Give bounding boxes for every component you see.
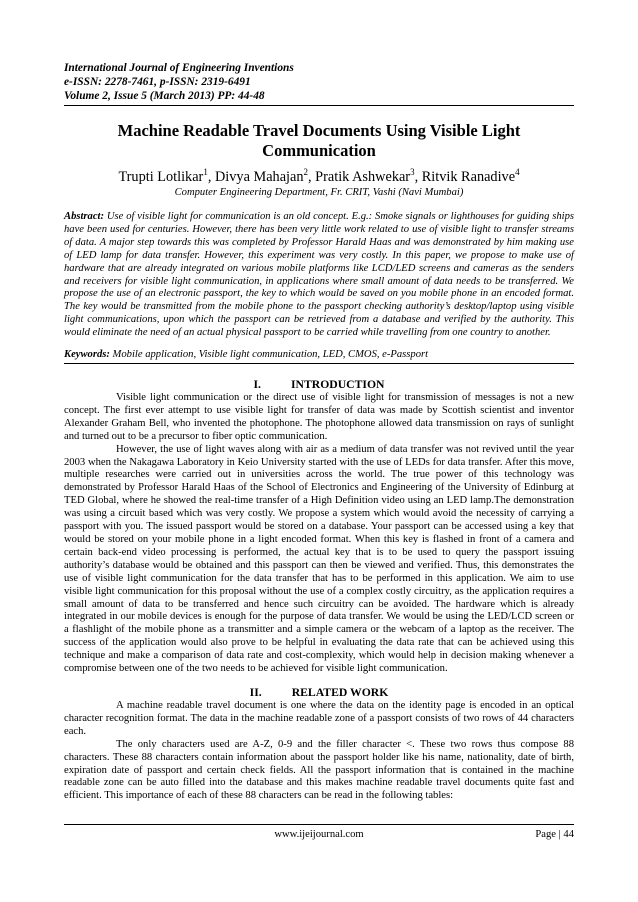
section-number: I. [253, 378, 261, 391]
author-affil-mark: 2 [303, 167, 309, 178]
author-affil-mark: 3 [410, 167, 415, 178]
journal-name: International Journal of Engineering Inventions [64, 62, 294, 74]
section-body [64, 700, 574, 803]
journal-issn: e-ISSN: 2278-7461, p-ISSN: 2319-6491 [64, 76, 251, 88]
abstract [64, 211, 574, 340]
page-number: Page | 44 [535, 829, 574, 840]
author-separator: , [207, 169, 215, 185]
journal-header [64, 61, 584, 103]
header-rule [64, 105, 574, 106]
title-line-2: Communication [262, 141, 376, 160]
section-title: RELATED WORK [291, 686, 389, 699]
author-name: Trupti Lotlikar [118, 169, 204, 185]
author-name: Pratik Ashwekar [315, 169, 411, 185]
footer-rule [64, 824, 574, 825]
author-separator: , [414, 169, 422, 185]
author-affil-mark: 1 [203, 167, 208, 178]
paragraph: Visible light communication or the direct use of visible light for transmission of messages is not a new concept. The first ever attempt to use visible light for transfer of data was made by Scottish scientist and inventor Alexander Graham Bell, who invented the photophone. The photophone allowed data transmission on rays of sunlight and turned out to be a precursor to fiber optic communication. [64, 392, 574, 442]
keywords [64, 348, 574, 361]
section-heading [64, 686, 574, 700]
author-list [64, 168, 574, 186]
paragraph: The only characters used are A-Z, 0-9 and the filler character <. These two rows thus compose 88 characters. These 88 characters contain information about the passport holder like his name, nationality, date of birth, expiration date of passport and certain check fields. All the passport information that is contained in the machine readable zone can be auto filled into the database and this makes machine readable travel documents quite fast and efficient. This importance of each of these 88 characters can be read in the following tables: [64, 738, 574, 802]
author-affil-mark: 4 [515, 167, 520, 178]
abstract-label: Abstract: [64, 211, 105, 222]
section-number: II. [249, 686, 262, 699]
title-line-1: Machine Readable Travel Documents Using Visible Light [117, 121, 521, 140]
section-body [64, 392, 574, 676]
affiliation: Computer Engineering Department, Fr. CRIT, Vashi (Navi Mumbai) [174, 187, 464, 198]
abstract-text: Use of visible light for communication is an old concept. E.g.: Smoke signals or lighthouses for guiding ships have been used for centuries. However, there has been very little work related to use of visible light to transfer streams of data. A major step towards this was completed by Professor Harald Haas and was demonstrated by him making use of LED lamp for data transfer. However, this experiment was very costly. In this paper, we propose to make use of hardware that are already integrated on various mobile platforms like LCD/LED screens and cameras as the senders and receivers for visible light communication, in applications where small amount of data needs to be transferred. We propose the use of an electronic passport, the key to which would be saved on you mobile phone in an encoded format. The key would be transmitted from the mobile phone to the passport checking authority’s desktop/laptop using visible light communications, upon which the passport can be retrieved from a database and verified by the authority. This would eliminate the need of an actual physical passport to be carried while travelling from one country to another. [64, 211, 574, 339]
paragraph: However, the use of light waves along with air as a medium of data transfer was not revived until the year 2003 when the Nakagawa Laboratory in Keio University started with the use of LEDs for data transfer. After this move, multiple researches were carried out in universities across the world. The true power of this technology was demonstrated by Professor Harald Haas of the School of Electronics and Engineering of the University of Edinburg at TED Global, where he showed the real-time transfer of a High Definition video using an LED lamp.The demonstration was using a circuit based which was very costly. We propose a system which would avoid the necessity of carrying a passport with you. The issued passport would be stored on a database. Your passport can be accessed using a key that would be stored on your mobile phone in a light encoded format. When this key is flashed in front of a camera and certain back-end video processing is performed, the actual key that is to be used to query the passport issuing authority’s database would be obtained and this passport can then be viewed and verified. Thus, this demonstrates the use of visible light communication for the data transfer that has to be performed in this application. We aim to use visible light communication for this proposal without the use of a complex costly circuitry, as the application requires a small amount of data to be transferred and hence such circuitry can be avoided. The hardware which is already integrated in our mobile devices is enough for the purpose of data transfer. We would be using the LED/LCD screen or a flashlight of the mobile phone as a transmitter and a simple camera or the webcam of a laptop as the receiver. The success of the application would also prove to be helpful in evaluating the data rate that can be achieved using this technique and make a comparison of data rate and cost-complexity, which would help in decision making whenever a compromise between one of the two needs to be achieved for visible light communication. [64, 443, 574, 675]
section-title: INTRODUCTION [290, 378, 385, 391]
author-name: Ritvik Ranadive [421, 169, 516, 185]
keywords-label: Keywords: [64, 349, 110, 360]
author-separator: , [308, 169, 316, 185]
author-name: Divya Mahajan [214, 169, 304, 185]
paper-title [64, 121, 574, 161]
page-footer [64, 828, 574, 842]
keywords-text: Mobile application, Visible light communication, LED, CMOS, e-Passport [109, 349, 429, 360]
section-heading [64, 378, 574, 392]
paragraph: A machine readable travel document is one where the data on the identity page is encoded in an optical character recognition format. The data in the machine readable zone of a passport consists of two rows of 44 characters each. [64, 700, 574, 737]
journal-url: www.ijeijournal.com [274, 829, 364, 840]
keywords-rule [64, 363, 574, 364]
journal-volume: Volume 2, Issue 5 (March 2013) PP: 44-48 [64, 90, 265, 102]
